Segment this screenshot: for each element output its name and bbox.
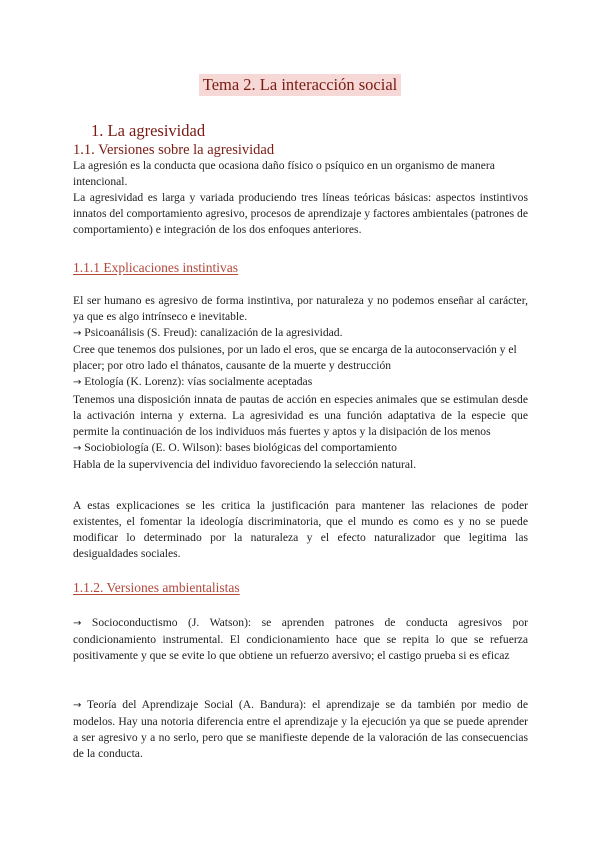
section-1-1-1-body xyxy=(73,293,528,473)
paragraph-socioconductismo: Socioconductismo (J. Watson): se aprenden patrones de conducta agresivos por condicionamiento instrumental. El condicionamiento hace que se repita lo que se refuerza positivamente y que se evite lo que obtiene un refuerzo aversivo; el castigo prueba si es eficaz xyxy=(73,616,529,663)
list-item-label: Sociobiología (E. O. Wilson): bases biológicas del comportamiento xyxy=(84,440,397,454)
page-title: Tema 2. La interacción social xyxy=(199,74,401,96)
section-heading-1-1-1: 1.1.1 Explicaciones instintivas xyxy=(73,260,238,275)
section-1-1-body xyxy=(73,158,528,238)
section-heading-1: 1. La agresividad xyxy=(91,121,206,140)
paragraph-definition: La agresión es la conducta que ocasiona daño físico o psíquico en un organismo de manera intencional. xyxy=(73,159,495,189)
list-item-aprendizaje-social xyxy=(73,697,528,762)
list-item-sociobiologia xyxy=(73,440,528,457)
paragraph-theories: La agresividad es larga y variada produciendo tres líneas teóricas básicas: aspectos instintivos innatos del comportamiento agresivo, procesos de aprendizaje y factores ambientales (patrones de comportamiento) e integración de los dos enfoques anteriores. xyxy=(73,191,528,237)
paragraph-instinct-intro: El ser humano es agresivo de forma instintiva, por naturaleza y no podemos enseñar al carácter, ya que es algo intrínseco e inevitable. xyxy=(73,294,528,324)
list-item-etologia xyxy=(73,374,528,391)
paragraph-aprendizaje-social: Teoría del Aprendizaje Social (A. Bandura): el aprendizaje se da también por medio de modelos. Hay una notoria diferencia entre el aprendizaje y la ejecución ya que se puede aprender a ser agresivo y a no serlo, pero que se manifieste depende de la valoración de las consecuencias de la conducta. xyxy=(73,698,528,761)
arrow-icon: → xyxy=(73,328,82,340)
list-item-socioconductismo xyxy=(73,615,528,664)
section-heading-1-1-2: 1.1.2. Versiones ambientalistas xyxy=(73,580,240,595)
title-wrapper xyxy=(0,74,600,96)
list-item-label: Etología (K. Lorenz): vías socialmente aceptadas xyxy=(84,375,313,389)
arrow-icon: → xyxy=(73,377,82,389)
list-item-psicoanalisis xyxy=(73,325,528,342)
list-item-label: Psicoanálisis (S. Freud): canalización de la agresividad. xyxy=(84,326,343,340)
arrow-icon: → xyxy=(73,442,82,454)
paragraph-psicoanalisis: Cree que tenemos dos pulsiones, por un lado el eros, que se encarga de la autoconservación y el placer; por otro lado el thánatos, causante de la muerte y destrucción xyxy=(73,343,517,373)
arrow-icon: → xyxy=(73,700,82,711)
paragraph-etologia: Tenemos una disposición innata de pautas de acción en especies animales que se estimulan desde la activación interna y externa. La agresividad es una función adaptativa de la especie que permite la continuación de los individuos más fuertes y aptos y la disipación de los menos xyxy=(73,392,528,438)
arrow-icon: → xyxy=(73,618,82,629)
section-heading-1-1: 1.1. Versiones sobre la agresividad xyxy=(73,142,275,158)
paragraph-critique: A estas explicaciones se les critica la justificación para mantener las relaciones de poder existentes, el fomentar la ideología discriminatoria, que el mundo es como es y no se puede modificar lo determinado por la naturaleza y el efecto naturalizador que legitima las desigualdades sociales. xyxy=(73,499,528,561)
paragraph-sociobiologia: Habla de la supervivencia del individuo favoreciendo la selección natural. xyxy=(73,457,417,471)
